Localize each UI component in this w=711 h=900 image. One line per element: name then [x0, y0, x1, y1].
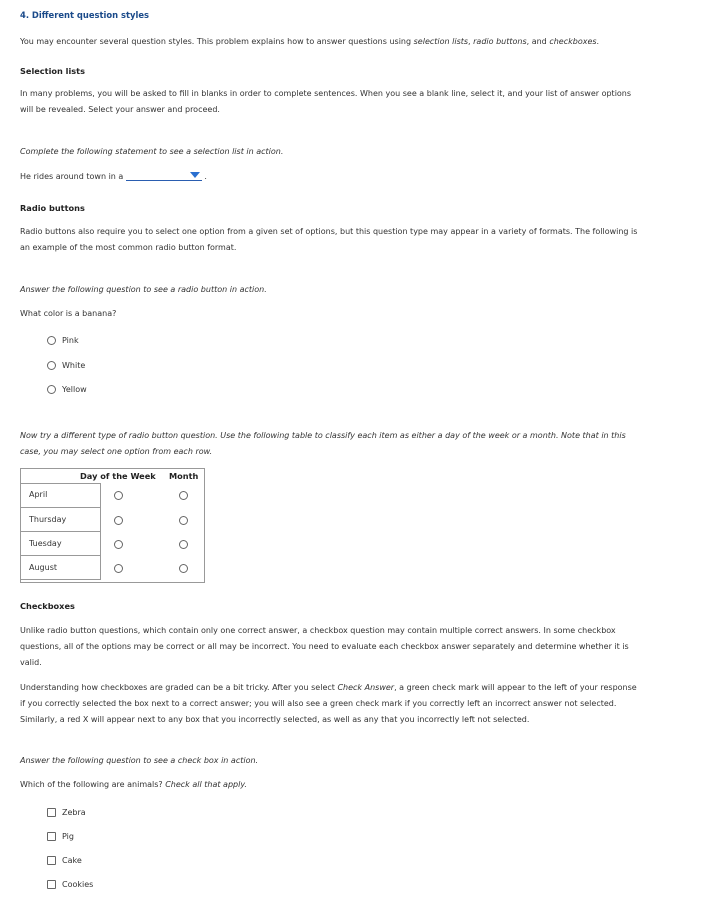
radio-prompt: Answer the following question to see a radio button in action.	[20, 285, 267, 294]
checkbox-square-icon[interactable]	[47, 880, 56, 889]
checkbox-option-label: Pig	[62, 832, 74, 841]
intro-sep2: , and	[526, 37, 550, 46]
checkbox-square-icon[interactable]	[47, 856, 56, 865]
dropdown-arrow-icon	[190, 172, 200, 178]
checkbox-option-label: Cake	[62, 856, 82, 865]
checkbox-option-pig[interactable]	[47, 832, 74, 841]
intro-term-radio: radio buttons	[473, 37, 527, 46]
radio-option-label: Yellow	[62, 385, 87, 394]
sentence-end: .	[204, 172, 207, 181]
selection-prompt: Complete the following statement to see a selection list in action.	[20, 147, 284, 156]
radio-question: What color is a banana?	[20, 309, 117, 318]
row-label-tuesday: Tuesday	[29, 539, 62, 548]
radio-option-pink[interactable]	[47, 336, 79, 345]
intro-term-selection: selection lists	[413, 37, 469, 46]
p2-before: Understanding how checkboxes are graded can be a bit tricky. After you select	[20, 683, 338, 692]
checkbox-option-cookies[interactable]	[47, 880, 93, 889]
checkbox-prompt: Answer the following question to see a check box in action.	[20, 756, 259, 765]
radio-april-day[interactable]	[114, 491, 123, 500]
checkbox-paragraph-1: Unlike radio button questions, which contain only one correct answer, a checkbox question may contain multiple correct answers. In some checkbox questions, all of the options may be correct or all may be incorrect. You need to evaluate each checkbox answer separately and determine whether it is valid.	[20, 626, 629, 667]
checkbox-option-label: Cookies	[62, 880, 94, 889]
radio-april-month[interactable]	[179, 491, 188, 500]
checkbox-paragraph-2	[20, 680, 640, 728]
selection-list-dropdown[interactable]	[126, 170, 202, 181]
radio-circle-icon[interactable]	[47, 361, 56, 370]
col-header-day: Day of the Week	[80, 471, 156, 481]
radio-circle-icon[interactable]	[47, 385, 56, 394]
checkbox-option-label: Zebra	[62, 808, 86, 817]
sentence-start: He rides around town in a	[20, 172, 124, 181]
checkbox-question-text: Which of the following are animals?	[20, 780, 163, 789]
selection-heading: Selection lists	[20, 66, 85, 76]
selection-paragraph: In many problems, you will be asked to fill in blanks in order to complete sentences. When you see a blank line, select it, and your list of answer options will be revealed. Select your answer and proceed.	[20, 89, 632, 114]
intro-sep1: ,	[468, 37, 474, 46]
checkbox-question-hint: Check all that apply.	[165, 780, 247, 789]
row-label-thursday: Thursday	[29, 515, 67, 524]
radio-tuesday-day[interactable]	[114, 540, 123, 549]
radio-heading: Radio buttons	[20, 203, 85, 213]
classification-table	[20, 468, 205, 583]
checkbox-heading: Checkboxes	[20, 601, 75, 611]
col-header-month: Month	[169, 471, 199, 481]
intro-term-checkbox: checkboxes	[549, 37, 597, 46]
radio-option-white[interactable]	[47, 361, 85, 370]
checkbox-square-icon[interactable]	[47, 832, 56, 841]
row-label-april: April	[29, 490, 48, 499]
radio-thursday-day[interactable]	[114, 516, 123, 525]
radio-option-label: Pink	[62, 336, 79, 345]
selection-sentence	[20, 170, 207, 181]
p2-after: , a green check mark will appear to the left of your response if you correctly selected the box next to a correct answer; you will also see a green check mark if you correctly left an incorrect answer not selected. Similarly, a red X will appear next to any box that you incorrectly selected, as well as any that you incorrectly left not selected.	[20, 683, 637, 724]
radio-august-day[interactable]	[114, 564, 123, 573]
row-label-august: August	[29, 563, 57, 572]
section-title: 4. Different question styles	[20, 10, 150, 20]
radio-paragraph: Radio buttons also require you to select one option from a given set of options, but this question type may appear in a variety of formats. The following is an example of the most common radio button format.	[20, 227, 638, 252]
radio-thursday-month[interactable]	[179, 516, 188, 525]
checkbox-option-zebra[interactable]	[47, 808, 86, 817]
intro-after: .	[596, 37, 600, 46]
radio-option-yellow[interactable]	[47, 385, 87, 394]
radio-august-month[interactable]	[179, 564, 188, 573]
checkbox-question	[20, 780, 247, 789]
radio-option-label: White	[62, 361, 86, 370]
table-prompt: Now try a different type of radio button question. Use the following table to classify each item as either a day of the week or a month. Note that in this case, you may select one option from each row.	[20, 431, 626, 456]
checkbox-square-icon[interactable]	[47, 808, 56, 817]
checkbox-option-cake[interactable]	[47, 856, 82, 865]
p2-check-answer: Check Answer	[337, 683, 395, 692]
radio-circle-icon[interactable]	[47, 336, 56, 345]
intro-before: You may encounter several question styles. This problem explains how to answer questions using	[20, 37, 414, 46]
intro-text	[20, 37, 599, 46]
radio-tuesday-month[interactable]	[179, 540, 188, 549]
